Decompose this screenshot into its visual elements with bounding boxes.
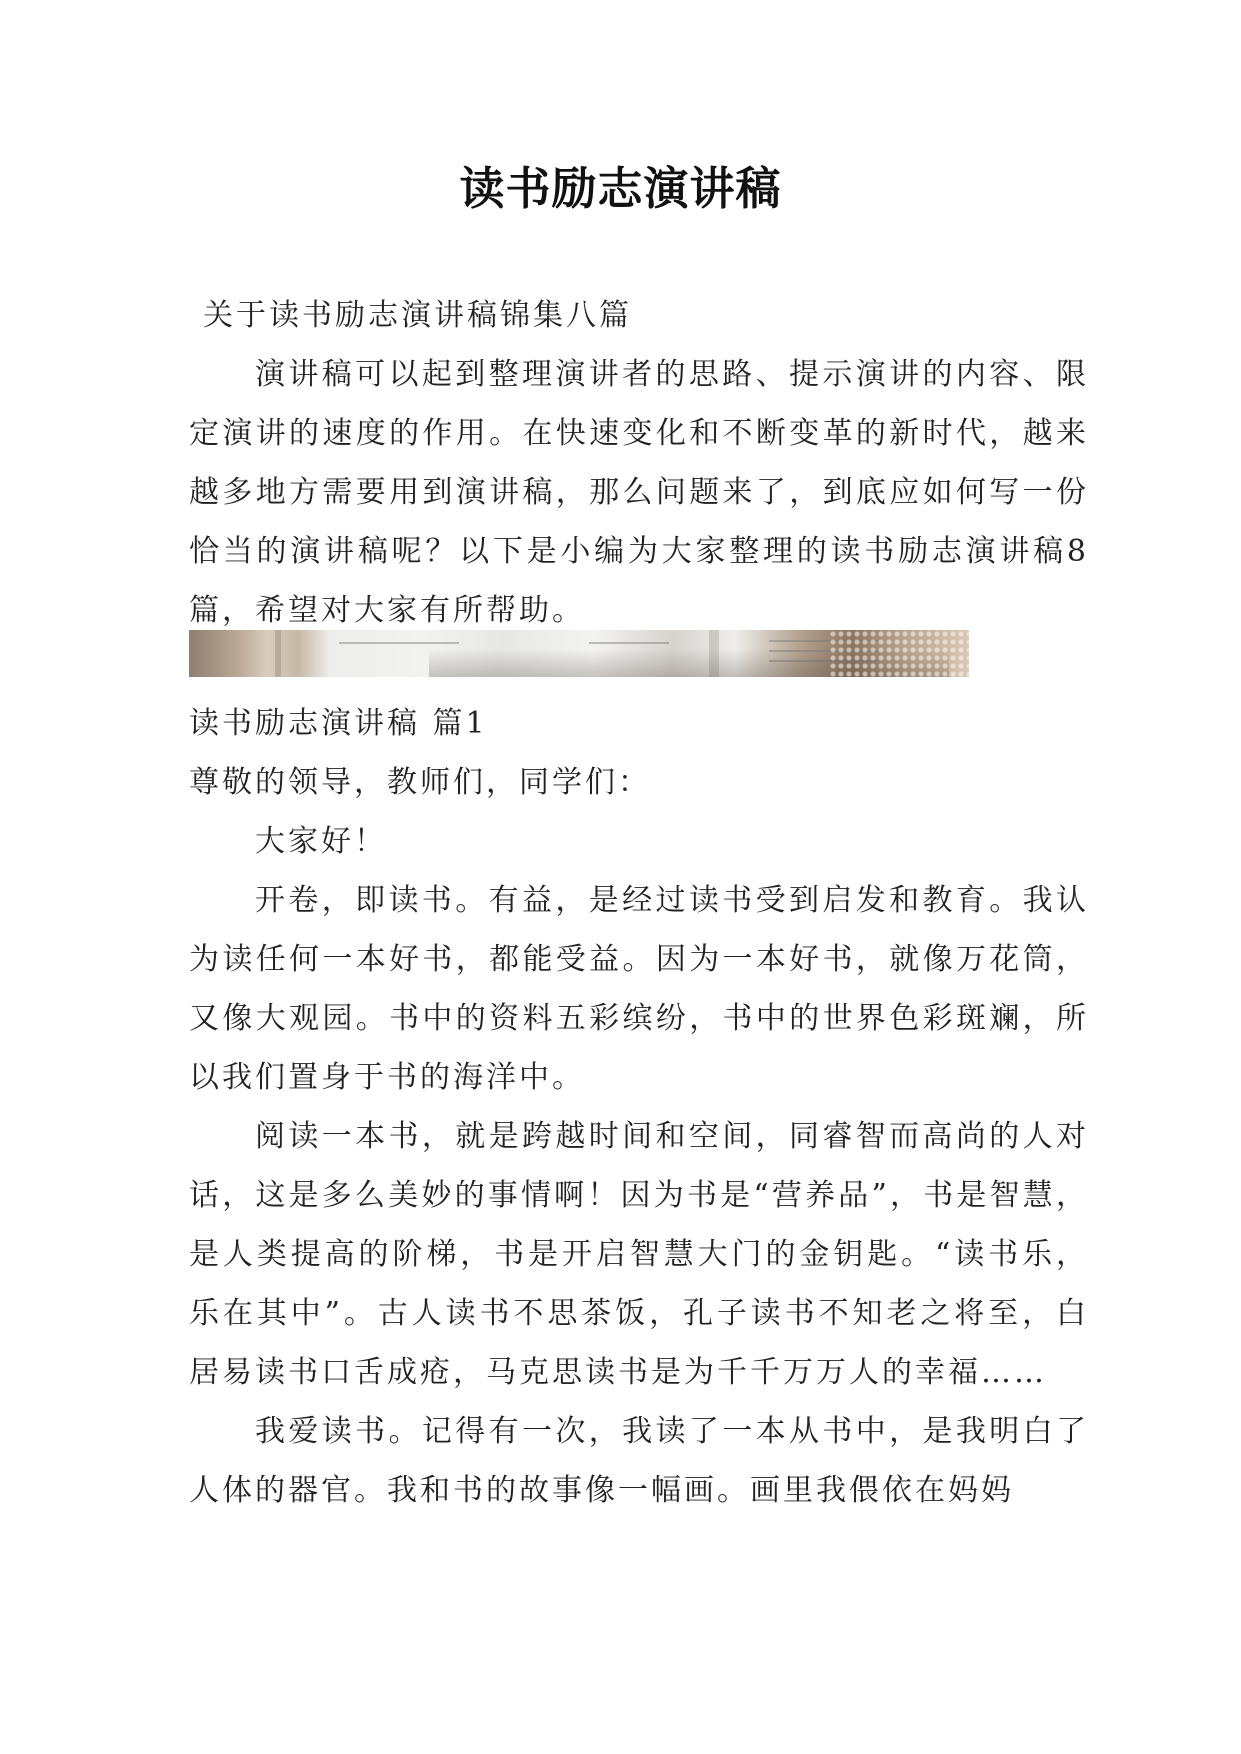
photo-book-edge bbox=[275, 630, 281, 677]
document-title: 读书励志演讲稿 bbox=[459, 162, 782, 215]
photo-lace-cloth bbox=[829, 630, 969, 677]
section-one bbox=[189, 694, 1089, 1520]
body-paragraph-1: 开卷，即读书。有益，是经过读书受到启发和教育。我认为读任何一本好书，都能受益。因为一本好书，就像万花筒，又像大观园。书中的资料五彩缤纷，书中的世界色彩斑斓，所以我们置身于书的海洋中。 bbox=[189, 883, 1089, 1095]
greeting: 大家好！ bbox=[255, 824, 387, 859]
intro-heading: 关于读书励志演讲稿锦集八篇 bbox=[203, 298, 632, 333]
intro-section bbox=[189, 286, 1089, 640]
salutation: 尊敬的领导，教师们，同学们： bbox=[189, 765, 651, 800]
body-paragraph-3: 我爱读书。记得有一次，我读了一本从书中，是我明白了人体的器官。我和书的故事像一幅画。画里我偎依在妈妈 bbox=[189, 1414, 1089, 1508]
section-heading: 读书励志演讲稿 篇1 bbox=[189, 706, 488, 741]
body-paragraph-2: 阅读一本书，就是跨越时间和空间，同睿智而高尚的人对话，这是多么美妙的事情啊！因为书是“营养品”，书是智慧，是人类提高的阶梯，书是开启智慧大门的金钥匙。“读书乐，乐在其中”。古人读书不思茶饭，孔子读书不知老之将至，白居易读书口舌成疮，马克思读书是为千千万万人的幸福…… bbox=[189, 1119, 1089, 1390]
book-photo-image bbox=[189, 630, 969, 677]
intro-paragraph: 演讲稿可以起到整理演讲者的思路、提示演讲的内容、限定演讲的速度的作用。在快速变化和不断变革的新时代，越来越多地方需要用到演讲稿，那么问题来了，到底应如何写一份恰当的演讲稿呢？以下是小编为大家整理的读书励志演讲稿8篇，希望对大家有所帮助。 bbox=[189, 357, 1089, 628]
